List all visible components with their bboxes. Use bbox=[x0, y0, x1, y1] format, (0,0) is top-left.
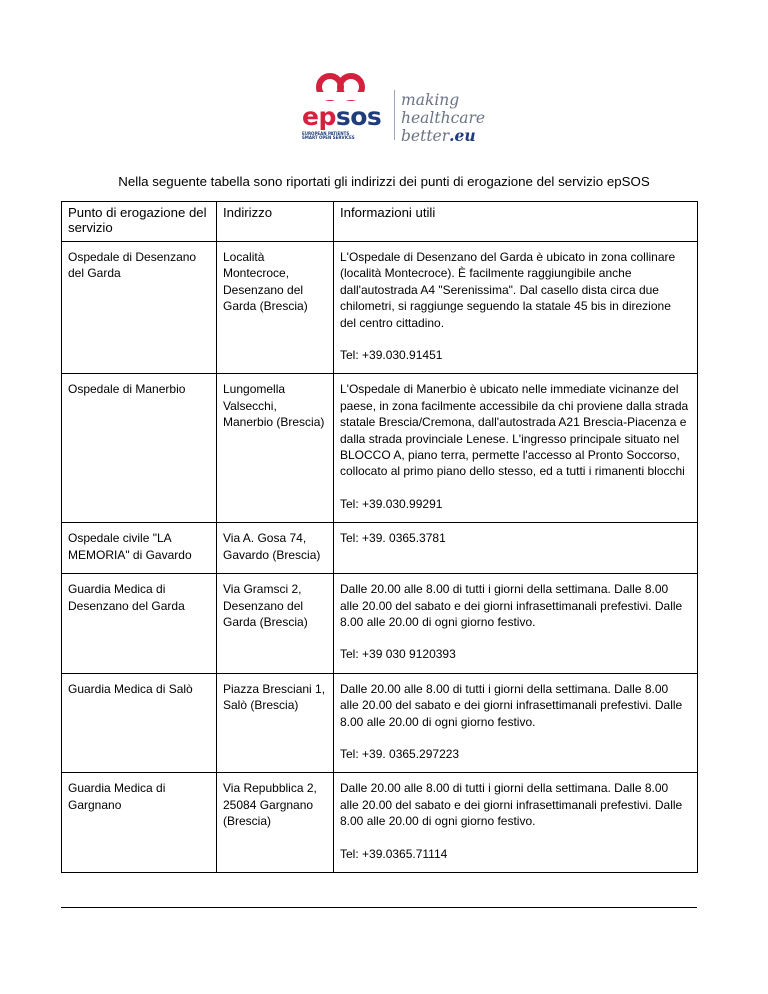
phone-number: Tel: +39 030 9120393 bbox=[340, 647, 456, 662]
cell-place: Guardia Medica di Salò bbox=[62, 673, 217, 773]
phone-number: Tel: +39.0365.71114 bbox=[340, 846, 448, 861]
header-place: Punto di erogazione del servizio bbox=[62, 202, 217, 242]
cell-info bbox=[334, 374, 698, 523]
info-text: Dalle 20.00 alle 8.00 di tutti i giorni della settimana. Dalle 8.00 alle 20.00 del sabato e dei giorni infrasettimanali prefestivi. Dalle 8.00 alle 20.00 di ogni giorno festivo. bbox=[340, 681, 683, 729]
info-text: L'Ospedale di Desenzano del Garda è ubicato in zona collinare (località Montecroce). È facilmente raggiungibile anche dall'autostrada A4 "Serenissima". Dal casello dista circa due chilometri, si raggiunge seguendo la statale 45 bis in direzione del centro cittadino. bbox=[340, 250, 676, 330]
cell-place: Guardia Medica di Gargnano bbox=[62, 773, 217, 873]
cell-place: Ospedale di Desenzano del Garda bbox=[62, 242, 217, 374]
service-points-table bbox=[61, 201, 698, 873]
header-address: Indirizzo bbox=[217, 202, 334, 242]
table-row bbox=[62, 242, 698, 374]
cell-info bbox=[334, 574, 698, 674]
table-header-row bbox=[62, 202, 698, 242]
cell-info bbox=[334, 773, 698, 873]
tagline-healthcare: healthcare bbox=[401, 109, 486, 127]
tagline-making: making bbox=[401, 91, 460, 109]
table-row bbox=[62, 574, 698, 674]
tagline-better: better.eu bbox=[401, 126, 476, 145]
info-text: L'Ospedale di Manerbio è ubicato nelle immediate vicinanze del paese, in zona facilmente accessibile da chi proviene dalla strada statale Brescia/Cremona, dall'autostrada A21 Brescia-Piacenza e dalla strada provinciale Lenese. L'ingresso principale situato nel BLOCCO A, piano terra, permette l'accesso al Pronto Soccorso, collocato al primo piano dello stesso, ed a tutti i rimanenti blocchi bbox=[340, 382, 689, 479]
cell-place: Guardia Medica di Desenzano del Garda bbox=[62, 574, 217, 674]
intro-text: Nella seguente tabella sono riportati gli indirizzi dei punti di erogazione del servizio epSOS bbox=[118, 174, 650, 189]
phone-number: Tel: +39.030.99291 bbox=[340, 496, 443, 511]
logo-subtitle-2: SMART OPEN SERVICES bbox=[302, 135, 355, 140]
logo-subtitle-1: EUROPEAN PATIENTS bbox=[302, 131, 350, 136]
cell-info bbox=[334, 242, 698, 374]
cell-address: Lungomella Valsecchi, Manerbio (Brescia) bbox=[217, 374, 334, 523]
cell-info bbox=[334, 673, 698, 773]
cell-address: Via Repubblica 2, 25084 Gargnano (Brescia) bbox=[217, 773, 334, 873]
cell-address: Località Montecroce, Desenzano del Garda (Brescia) bbox=[217, 242, 334, 374]
cell-info bbox=[334, 523, 698, 574]
header-info: Informazioni utili bbox=[334, 202, 698, 242]
epsos-logo bbox=[300, 72, 490, 150]
table-row bbox=[62, 773, 698, 873]
cell-address: Piazza Bresciani 1, Salò (Brescia) bbox=[217, 673, 334, 773]
phone-number: Tel: +39.030.91451 bbox=[340, 348, 443, 363]
cell-address: Via Gramsci 2, Desenzano del Garda (Brescia) bbox=[217, 574, 334, 674]
cell-place: Ospedale di Manerbio bbox=[62, 374, 217, 523]
phone-number: Tel: +39. 0365.3781 bbox=[340, 531, 446, 546]
epsos-rings-icon bbox=[300, 72, 392, 102]
cell-address: Via A. Gosa 74, Gavardo (Brescia) bbox=[217, 523, 334, 574]
cell-place: Ospedale civile "LA MEMORIA" di Gavardo bbox=[62, 523, 217, 574]
logo-divider bbox=[394, 90, 395, 140]
table-row bbox=[62, 374, 698, 523]
info-text: Dalle 20.00 alle 8.00 di tutti i giorni della settimana. Dalle 8.00 alle 20.00 del sabato e dei giorni infrasettimanali prefestivi. Dalle 8.00 alle 20.00 di ogni giorno festivo. bbox=[340, 781, 683, 829]
logo-wordmark: epsos bbox=[302, 102, 382, 131]
footer-divider bbox=[61, 907, 697, 908]
table-row bbox=[62, 673, 698, 773]
info-text: Dalle 20.00 alle 8.00 di tutti i giorni della settimana. Dalle 8.00 alle 20.00 del sabato e dei giorni infrasettimanali prefestivi. Dalle 8.00 alle 20.00 di ogni giorno festivo. bbox=[340, 582, 683, 629]
phone-number: Tel: +39. 0365.297223 bbox=[340, 746, 460, 761]
table-row bbox=[62, 523, 698, 574]
